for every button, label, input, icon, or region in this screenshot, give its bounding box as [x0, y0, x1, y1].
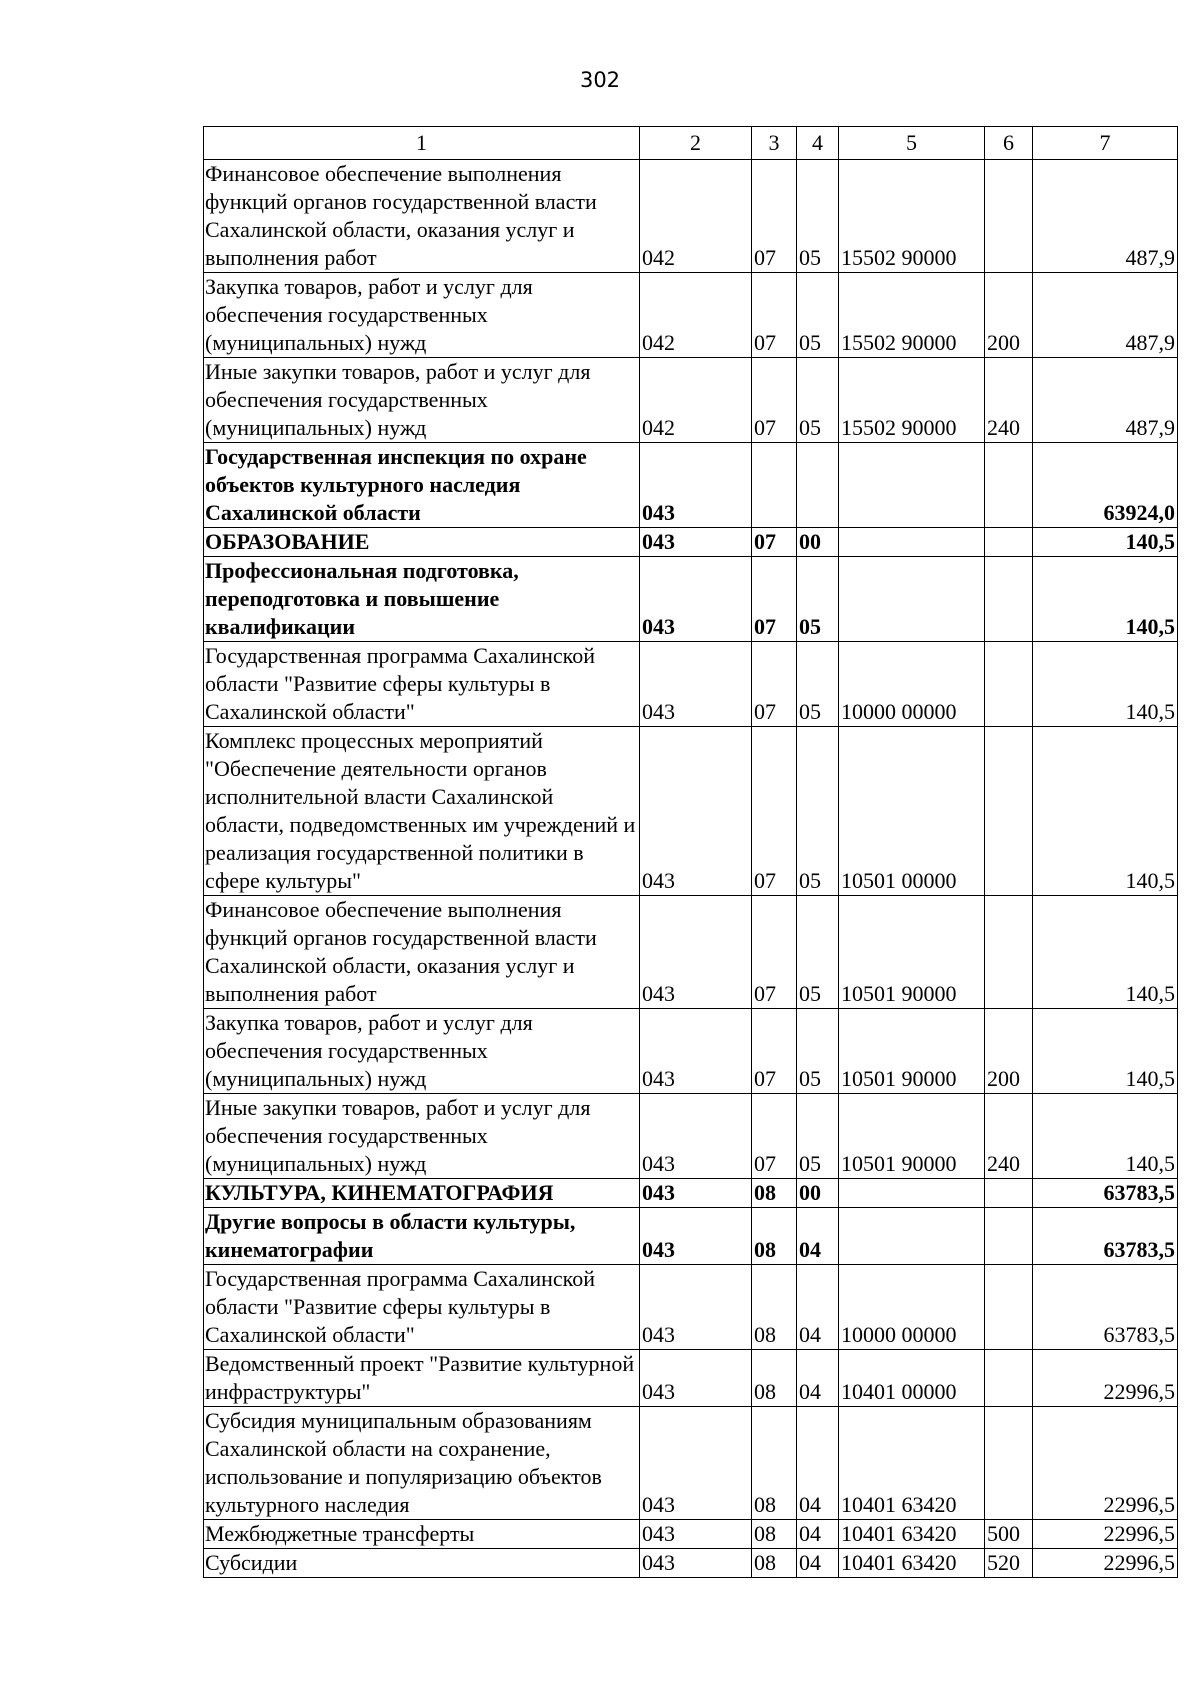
target-item-code-cell: 10401 00000	[839, 1350, 985, 1407]
section-code-cell: 08	[752, 1407, 797, 1520]
row-name-cell: Финансовое обеспечение выполнения функций органов государственной власти Сахалинской области, оказания услуг и выполнения работ	[204, 896, 640, 1009]
section-code-cell: 08	[752, 1179, 797, 1208]
expense-type-code-cell: 520	[985, 1549, 1033, 1578]
target-item-code-cell: 15502 90000	[839, 273, 985, 358]
section-code-cell: 08	[752, 1208, 797, 1265]
amount-cell: 140,5	[1033, 557, 1178, 642]
table-row	[204, 642, 1178, 727]
target-item-code-cell	[839, 1179, 985, 1208]
section-code-cell	[752, 443, 797, 528]
row-name-cell: Государственная программа Сахалинской области "Развитие сферы культуры в Сахалинской области"	[204, 642, 640, 727]
row-name-cell: Комплекс процессных мероприятий "Обеспечение деятельности органов исполнительной власти Сахалинской области, подведомственных им учреждений и реализация государственной политики в сфере культуры"	[204, 727, 640, 896]
section-code-cell: 07	[752, 1009, 797, 1094]
expense-type-code-cell	[985, 727, 1033, 896]
expense-type-code-cell: 200	[985, 273, 1033, 358]
table-row	[204, 727, 1178, 896]
ministry-code-cell: 043	[640, 1094, 752, 1179]
amount-cell: 63924,0	[1033, 443, 1178, 528]
expense-type-code-cell: 240	[985, 1094, 1033, 1179]
target-item-code-cell: 10501 00000	[839, 727, 985, 896]
amount-cell: 140,5	[1033, 1009, 1178, 1094]
table-row	[204, 1407, 1178, 1520]
subsection-code-cell: 05	[797, 358, 839, 443]
ministry-code-cell: 043	[640, 1407, 752, 1520]
subsection-code-cell: 05	[797, 1094, 839, 1179]
subsection-code-cell: 04	[797, 1350, 839, 1407]
ministry-code-cell: 043	[640, 642, 752, 727]
section-code-cell: 07	[752, 528, 797, 557]
ministry-code-cell: 043	[640, 1009, 752, 1094]
subsection-code-cell: 05	[797, 642, 839, 727]
page-number: 302	[579, 68, 621, 92]
target-item-code-cell: 15502 90000	[839, 358, 985, 443]
row-name-cell: Иные закупки товаров, работ и услуг для обеспечения государственных (муниципальных) нужд	[204, 358, 640, 443]
expense-type-code-cell	[985, 1265, 1033, 1350]
target-item-code-cell: 10000 00000	[839, 1265, 985, 1350]
table-row	[204, 1520, 1178, 1549]
ministry-code-cell: 042	[640, 358, 752, 443]
row-name-cell: КУЛЬТУРА, КИНЕМАТОГРАФИЯ	[204, 1179, 640, 1208]
header-cell: 1	[204, 127, 640, 160]
table-row	[204, 443, 1178, 528]
ministry-code-cell: 043	[640, 1179, 752, 1208]
section-code-cell: 08	[752, 1520, 797, 1549]
table-row	[204, 1094, 1178, 1179]
subsection-code-cell: 05	[797, 160, 839, 273]
expense-type-code-cell: 500	[985, 1520, 1033, 1549]
section-code-cell: 07	[752, 896, 797, 1009]
row-name-cell: Профессиональная подготовка, переподготовка и повышение квалификации	[204, 557, 640, 642]
amount-cell: 140,5	[1033, 642, 1178, 727]
subsection-code-cell: 00	[797, 528, 839, 557]
target-item-code-cell	[839, 557, 985, 642]
header-cell: 6	[985, 127, 1033, 160]
section-code-cell: 07	[752, 160, 797, 273]
target-item-code-cell: 15502 90000	[839, 160, 985, 273]
section-code-cell: 07	[752, 273, 797, 358]
table-row	[204, 528, 1178, 557]
table-row	[204, 1009, 1178, 1094]
row-name-cell: Субсидия муниципальным образованиям Сахалинской области на сохранение, использование и популяризацию объектов культурного наследия	[204, 1407, 640, 1520]
subsection-code-cell: 00	[797, 1179, 839, 1208]
amount-cell: 487,9	[1033, 358, 1178, 443]
amount-cell: 487,9	[1033, 273, 1178, 358]
header-cell: 2	[640, 127, 752, 160]
amount-cell: 63783,5	[1033, 1179, 1178, 1208]
expense-type-code-cell	[985, 1208, 1033, 1265]
table-row	[204, 1208, 1178, 1265]
target-item-code-cell: 10401 63420	[839, 1520, 985, 1549]
ministry-code-cell: 043	[640, 443, 752, 528]
target-item-code-cell	[839, 443, 985, 528]
row-name-cell: Закупка товаров, работ и услуг для обеспечения государственных (муниципальных) нужд	[204, 273, 640, 358]
subsection-code-cell: 05	[797, 1009, 839, 1094]
section-code-cell: 07	[752, 1094, 797, 1179]
target-item-code-cell	[839, 528, 985, 557]
ministry-code-cell: 042	[640, 273, 752, 358]
amount-cell: 22996,5	[1033, 1549, 1178, 1578]
target-item-code-cell: 10401 63420	[839, 1407, 985, 1520]
target-item-code-cell: 10501 90000	[839, 1094, 985, 1179]
amount-cell: 22996,5	[1033, 1407, 1178, 1520]
table-row	[204, 557, 1178, 642]
header-cell: 7	[1033, 127, 1178, 160]
subsection-code-cell: 05	[797, 896, 839, 1009]
amount-cell: 63783,5	[1033, 1265, 1178, 1350]
row-name-cell: Закупка товаров, работ и услуг для обеспечения государственных (муниципальных) нужд	[204, 1009, 640, 1094]
ministry-code-cell: 043	[640, 1549, 752, 1578]
ministry-code-cell: 043	[640, 1350, 752, 1407]
table-row	[204, 1265, 1178, 1350]
section-code-cell: 07	[752, 557, 797, 642]
row-name-cell: Государственная инспекция по охране объектов культурного наследия Сахалинской области	[204, 443, 640, 528]
budget-table	[203, 126, 1178, 1578]
row-name-cell: Субсидии	[204, 1549, 640, 1578]
subsection-code-cell: 04	[797, 1208, 839, 1265]
row-name-cell: Межбюджетные трансферты	[204, 1520, 640, 1549]
target-item-code-cell: 10401 63420	[839, 1549, 985, 1578]
section-code-cell: 08	[752, 1549, 797, 1578]
table-row	[204, 273, 1178, 358]
ministry-code-cell: 043	[640, 1520, 752, 1549]
section-code-cell: 07	[752, 358, 797, 443]
subsection-code-cell: 04	[797, 1265, 839, 1350]
table-row	[204, 358, 1178, 443]
subsection-code-cell: 05	[797, 557, 839, 642]
amount-cell: 22996,5	[1033, 1350, 1178, 1407]
expense-type-code-cell	[985, 160, 1033, 273]
row-name-cell: Государственная программа Сахалинской области "Развитие сферы культуры в Сахалинской области"	[204, 1265, 640, 1350]
table-row	[204, 1350, 1178, 1407]
amount-cell: 140,5	[1033, 896, 1178, 1009]
amount-cell: 140,5	[1033, 727, 1178, 896]
header-cell: 3	[752, 127, 797, 160]
subsection-code-cell: 04	[797, 1520, 839, 1549]
row-name-cell: Финансовое обеспечение выполнения функций органов государственной власти Сахалинской области, оказания услуг и выполнения работ	[204, 160, 640, 273]
target-item-code-cell	[839, 1208, 985, 1265]
ministry-code-cell: 043	[640, 727, 752, 896]
amount-cell: 63783,5	[1033, 1208, 1178, 1265]
table-row	[204, 1179, 1178, 1208]
expense-type-code-cell	[985, 1350, 1033, 1407]
amount-cell: 140,5	[1033, 528, 1178, 557]
expense-type-code-cell	[985, 642, 1033, 727]
expense-type-code-cell	[985, 1407, 1033, 1520]
ministry-code-cell: 043	[640, 896, 752, 1009]
ministry-code-cell: 042	[640, 160, 752, 273]
header-cell: 5	[839, 127, 985, 160]
header-row	[204, 127, 1178, 160]
subsection-code-cell: 05	[797, 727, 839, 896]
subsection-code-cell: 05	[797, 273, 839, 358]
expense-type-code-cell	[985, 443, 1033, 528]
section-code-cell: 08	[752, 1265, 797, 1350]
row-name-cell: ОБРАЗОВАНИЕ	[204, 528, 640, 557]
amount-cell: 22996,5	[1033, 1520, 1178, 1549]
ministry-code-cell: 043	[640, 1208, 752, 1265]
section-code-cell: 07	[752, 642, 797, 727]
row-name-cell: Другие вопросы в области культуры, кинематографии	[204, 1208, 640, 1265]
row-name-cell: Иные закупки товаров, работ и услуг для обеспечения государственных (муниципальных) нужд	[204, 1094, 640, 1179]
ministry-code-cell: 043	[640, 1265, 752, 1350]
expense-type-code-cell	[985, 557, 1033, 642]
row-name-cell: Ведомственный проект "Развитие культурной инфраструктуры"	[204, 1350, 640, 1407]
section-code-cell: 08	[752, 1350, 797, 1407]
ministry-code-cell: 043	[640, 557, 752, 642]
table-row	[204, 896, 1178, 1009]
table-row	[204, 1549, 1178, 1578]
target-item-code-cell: 10000 00000	[839, 642, 985, 727]
expense-type-code-cell	[985, 528, 1033, 557]
section-code-cell: 07	[752, 727, 797, 896]
expense-type-code-cell: 240	[985, 358, 1033, 443]
expense-type-code-cell	[985, 896, 1033, 1009]
subsection-code-cell	[797, 443, 839, 528]
subsection-code-cell: 04	[797, 1549, 839, 1578]
amount-cell: 140,5	[1033, 1094, 1178, 1179]
subsection-code-cell: 04	[797, 1407, 839, 1520]
target-item-code-cell: 10501 90000	[839, 896, 985, 1009]
header-cell: 4	[797, 127, 839, 160]
target-item-code-cell: 10501 90000	[839, 1009, 985, 1094]
amount-cell: 487,9	[1033, 160, 1178, 273]
ministry-code-cell: 043	[640, 528, 752, 557]
table-row	[204, 160, 1178, 273]
expense-type-code-cell	[985, 1179, 1033, 1208]
expense-type-code-cell: 200	[985, 1009, 1033, 1094]
